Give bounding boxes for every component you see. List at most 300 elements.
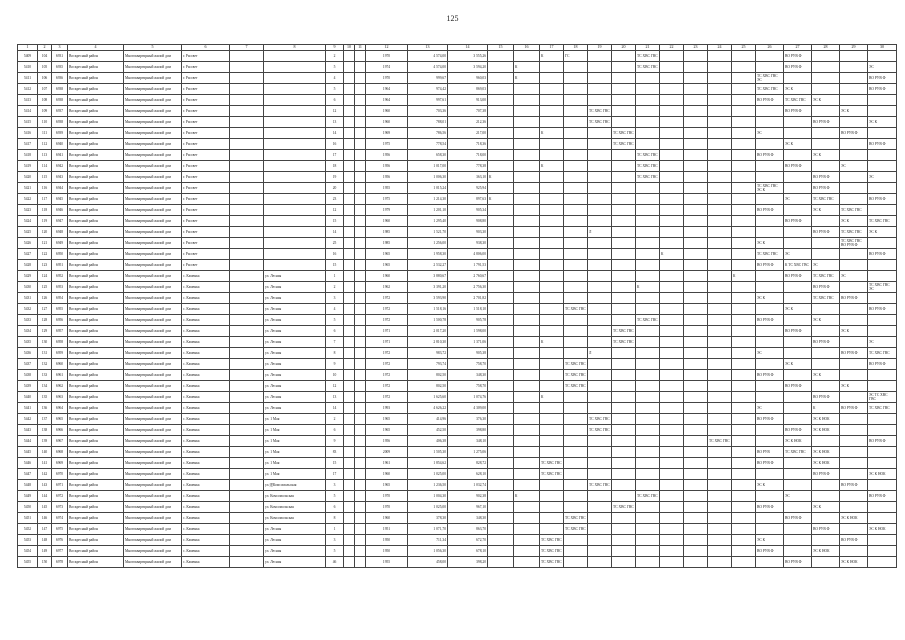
- column-number-30: 30: [868, 45, 897, 51]
- cell-col-14: 2 701,82: [448, 293, 488, 304]
- cell-col-5: Многоквартирный жилой дом: [124, 183, 182, 194]
- table-row: [18, 304, 897, 315]
- cell-col-1: 5438: [18, 370, 38, 381]
- cell-col-9: 16: [326, 139, 344, 150]
- cell-col-23: [684, 414, 708, 425]
- cell-col-15: [488, 359, 514, 370]
- cell-col-21: [636, 183, 660, 194]
- cell-col-19: [588, 172, 612, 183]
- cell-col-24: [708, 117, 732, 128]
- cell-col-12: 1956: [366, 161, 408, 172]
- cell-col-24: [708, 304, 732, 315]
- cell-col-22: [660, 370, 684, 381]
- cell-col-28: [812, 381, 840, 392]
- cell-col-28: ВО РУВ Ф: [812, 117, 840, 128]
- cell-col-15: [488, 150, 514, 161]
- cell-col-10: [344, 194, 355, 205]
- cell-col-24: [708, 480, 732, 491]
- cell-col-13: 703,36: [408, 106, 448, 117]
- cell-col-4: Воскресный район: [68, 172, 124, 183]
- cell-col-11: [355, 370, 366, 381]
- cell-col-5: Многоквартирный жилой дом: [124, 293, 182, 304]
- cell-col-15: [488, 403, 514, 414]
- cell-col-3: 6935: [52, 62, 68, 73]
- cell-col-4: Воскресный район: [68, 458, 124, 469]
- cell-col-13: 2 532,27: [408, 260, 448, 271]
- cell-col-7: [230, 414, 264, 425]
- column-number-20: 20: [612, 45, 636, 51]
- cell-col-10: [344, 524, 355, 535]
- cell-col-15: [488, 436, 514, 447]
- cell-col-21: [636, 458, 660, 469]
- cell-col-10: [344, 436, 355, 447]
- cell-col-18: [564, 535, 588, 546]
- cell-col-15: [488, 502, 514, 513]
- cell-col-14: 3 555,26: [448, 51, 488, 62]
- cell-col-9: 6: [326, 425, 344, 436]
- cell-col-9: 16: [326, 249, 344, 260]
- cell-col-11: [355, 282, 366, 293]
- cell-col-9: 19: [326, 172, 344, 183]
- cell-col-21: ТС ХВС ГВС: [636, 161, 660, 172]
- cell-col-4: Воскресный район: [68, 73, 124, 84]
- cell-col-7: [230, 458, 264, 469]
- column-number-19: 19: [588, 45, 612, 51]
- cell-col-27: [784, 73, 812, 84]
- cell-col-22: [660, 502, 684, 513]
- cell-col-16: [514, 447, 540, 458]
- cell-col-28: ВО РУВ Ф: [812, 183, 840, 194]
- cell-col-22: [660, 172, 684, 183]
- cell-col-29: ТС ХВС ГВС: [840, 205, 868, 216]
- cell-col-13: 793,74: [408, 359, 448, 370]
- cell-col-19: [588, 84, 612, 95]
- cell-col-8: [264, 205, 326, 216]
- table-row: [18, 73, 897, 84]
- cell-col-27: ТС ХВС ГВС: [784, 95, 812, 106]
- cell-col-19: [588, 447, 612, 458]
- cell-col-28: К: [812, 403, 840, 414]
- cell-col-30: ТС ХВС ГВС: [868, 216, 897, 227]
- cell-col-7: [230, 117, 264, 128]
- cell-col-25: [732, 249, 756, 260]
- cell-col-14: 903,30: [448, 227, 488, 238]
- cell-col-2: 126: [38, 293, 52, 304]
- cell-col-24: [708, 502, 732, 513]
- cell-col-26: [756, 436, 784, 447]
- cell-col-25: [732, 172, 756, 183]
- cell-col-3: 6964: [52, 403, 68, 414]
- cell-col-9: 15: [326, 216, 344, 227]
- cell-col-21: [636, 326, 660, 337]
- cell-col-22: [660, 557, 684, 568]
- cell-col-3: 6977: [52, 546, 68, 557]
- cell-col-6: с. Каменка: [182, 557, 230, 568]
- cell-col-26: ЭС К: [756, 535, 784, 546]
- cell-col-26: ВО РУВ Ф: [756, 458, 784, 469]
- cell-col-7: [230, 315, 264, 326]
- cell-col-21: [636, 139, 660, 150]
- cell-col-5: Многоквартирный жилой дом: [124, 161, 182, 172]
- cell-col-21: [636, 128, 660, 139]
- cell-col-18: [564, 546, 588, 557]
- cell-col-20: [612, 524, 636, 535]
- cell-col-26: ТС ХВС ГВС ЭС К: [756, 183, 784, 194]
- cell-col-24: [708, 381, 732, 392]
- cell-col-3: 6966: [52, 425, 68, 436]
- cell-col-27: [784, 469, 812, 480]
- cell-col-3: 6941: [52, 150, 68, 161]
- cell-col-20: [612, 513, 636, 524]
- cell-col-8: [264, 117, 326, 128]
- cell-col-9: 12: [326, 381, 344, 392]
- cell-col-18: [564, 150, 588, 161]
- cell-col-17: [540, 403, 564, 414]
- cell-col-6: г. Рассвет: [182, 161, 230, 172]
- cell-col-2: 118: [38, 205, 52, 216]
- cell-col-9: 2: [326, 282, 344, 293]
- cell-col-26: [756, 194, 784, 205]
- cell-col-25: [732, 227, 756, 238]
- cell-col-16: [514, 128, 540, 139]
- cell-col-30: [868, 535, 897, 546]
- cell-col-23: [684, 436, 708, 447]
- cell-col-21: [636, 469, 660, 480]
- cell-col-25: [732, 513, 756, 524]
- table-row: [18, 348, 897, 359]
- cell-col-1: 5426: [18, 238, 38, 249]
- cell-col-26: ЭС: [756, 128, 784, 139]
- table-row: [18, 513, 897, 524]
- table-row: [18, 293, 897, 304]
- cell-col-8: [264, 51, 326, 62]
- cell-col-6: с. Каменка: [182, 293, 230, 304]
- cell-col-11: [355, 414, 366, 425]
- cell-col-12: 1960: [366, 106, 408, 117]
- cell-col-16: К: [514, 491, 540, 502]
- cell-col-16: К: [514, 73, 540, 84]
- cell-col-23: [684, 249, 708, 260]
- cell-col-23: [684, 216, 708, 227]
- cell-col-3: 6942: [52, 161, 68, 172]
- cell-col-30: ВО РУВ Ф: [868, 304, 897, 315]
- cell-col-21: [636, 293, 660, 304]
- cell-col-6: с. Каменка: [182, 414, 230, 425]
- cell-col-7: [230, 524, 264, 535]
- table-row: [18, 480, 897, 491]
- cell-col-20: [612, 95, 636, 106]
- cell-col-8: ул. Лесная: [264, 546, 326, 557]
- table-row: [18, 128, 897, 139]
- cell-col-11: [355, 359, 366, 370]
- cell-col-24: [708, 161, 732, 172]
- cell-col-3: 6931: [52, 51, 68, 62]
- cell-col-26: [756, 51, 784, 62]
- cell-col-16: [514, 227, 540, 238]
- cell-col-18: [564, 315, 588, 326]
- cell-col-17: [540, 238, 564, 249]
- cell-col-5: Многоквартирный жилой дом: [124, 381, 182, 392]
- cell-col-5: Многоквартирный жилой дом: [124, 128, 182, 139]
- cell-col-24: [708, 183, 732, 194]
- cell-col-5: Многоквартирный жилой дом: [124, 348, 182, 359]
- cell-col-7: [230, 62, 264, 73]
- cell-col-25: [732, 216, 756, 227]
- cell-col-18: [564, 117, 588, 128]
- cell-col-17: [540, 95, 564, 106]
- cell-col-10: [344, 469, 355, 480]
- cell-col-6: с. Каменка: [182, 403, 230, 414]
- cell-col-4: Воскресный район: [68, 491, 124, 502]
- cell-col-28: ЭС К: [812, 205, 840, 216]
- cell-col-4: Воскресный район: [68, 106, 124, 117]
- cell-col-25: [732, 106, 756, 117]
- cell-col-7: [230, 348, 264, 359]
- cell-col-26: ВО РУВ Ф: [756, 315, 784, 326]
- cell-col-10: [344, 425, 355, 436]
- cell-col-9: 5: [326, 546, 344, 557]
- cell-col-18: [564, 106, 588, 117]
- cell-col-29: [840, 436, 868, 447]
- cell-col-24: [708, 557, 732, 568]
- column-number-29: 29: [840, 45, 868, 51]
- cell-col-24: [708, 73, 732, 84]
- cell-col-5: Многоквартирный жилой дом: [124, 403, 182, 414]
- cell-col-2: 130: [38, 337, 52, 348]
- cell-col-12: 1964: [366, 84, 408, 95]
- cell-col-15: [488, 271, 514, 282]
- cell-col-29: [840, 150, 868, 161]
- cell-col-27: ЭС: [784, 194, 812, 205]
- cell-col-1: 5413: [18, 95, 38, 106]
- cell-col-17: ТС ХВС ГВС: [540, 546, 564, 557]
- cell-col-9: 18: [326, 161, 344, 172]
- cell-col-3: 6973: [52, 502, 68, 513]
- cell-col-12: 1979: [366, 205, 408, 216]
- cell-col-10: [344, 139, 355, 150]
- cell-col-16: [514, 260, 540, 271]
- cell-col-28: ТС ХВС ГВС: [812, 271, 840, 282]
- cell-col-12: 1972: [366, 359, 408, 370]
- cell-col-21: [636, 216, 660, 227]
- cell-col-27: ВО РУВ Ф: [784, 326, 812, 337]
- cell-col-7: [230, 359, 264, 370]
- cell-col-16: [514, 216, 540, 227]
- cell-col-9: 13: [326, 117, 344, 128]
- cell-col-5: Многоквартирный жилой дом: [124, 227, 182, 238]
- cell-col-18: [564, 238, 588, 249]
- cell-col-14: 863,70: [448, 524, 488, 535]
- cell-col-28: [812, 128, 840, 139]
- cell-col-7: [230, 249, 264, 260]
- cell-col-27: [784, 150, 812, 161]
- cell-col-6: с. Каменка: [182, 535, 230, 546]
- cell-col-19: Л: [588, 227, 612, 238]
- cell-col-9: 2: [326, 414, 344, 425]
- cell-col-3: 6944: [52, 183, 68, 194]
- cell-col-10: [344, 238, 355, 249]
- cell-col-28: ВО РУВ Ф: [812, 392, 840, 403]
- cell-col-17: [540, 249, 564, 260]
- cell-col-1: 5442: [18, 414, 38, 425]
- cell-col-6: г. Рассвет: [182, 227, 230, 238]
- cell-col-14: 897,63: [448, 194, 488, 205]
- cell-col-18: [564, 139, 588, 150]
- cell-col-22: [660, 480, 684, 491]
- table-row: [18, 557, 897, 568]
- cell-col-27: [784, 205, 812, 216]
- cell-col-6: г. Рассвет: [182, 194, 230, 205]
- cell-col-28: ЭС К: [812, 95, 840, 106]
- cell-col-15: [488, 227, 514, 238]
- cell-col-27: ВО РУВ Ф: [784, 381, 812, 392]
- cell-col-11: [355, 161, 366, 172]
- cell-col-26: [756, 139, 784, 150]
- table-row: [18, 205, 897, 216]
- cell-col-5: Многоквартирный жилой дом: [124, 205, 182, 216]
- cell-col-26: ТС ХВС ГВС: [756, 249, 784, 260]
- cell-col-30: ЭС К НОК: [868, 469, 897, 480]
- cell-col-16: [514, 139, 540, 150]
- cell-col-16: [514, 403, 540, 414]
- cell-col-29: [840, 491, 868, 502]
- cell-col-11: [355, 205, 366, 216]
- cell-col-3: 6955: [52, 304, 68, 315]
- cell-col-17: К: [540, 337, 564, 348]
- cell-col-8: [264, 139, 326, 150]
- cell-col-22: [660, 337, 684, 348]
- cell-col-15: [488, 84, 514, 95]
- cell-col-21: [636, 304, 660, 315]
- cell-col-17: [540, 502, 564, 513]
- table-row: [18, 216, 897, 227]
- column-number-7: 7: [230, 45, 264, 51]
- cell-col-28: [812, 359, 840, 370]
- cell-col-6: с. Каменка: [182, 502, 230, 513]
- cell-col-9: 20: [326, 183, 344, 194]
- cell-col-24: [708, 524, 732, 535]
- table-row: [18, 524, 897, 535]
- cell-col-28: [812, 348, 840, 359]
- cell-col-9: 6: [326, 326, 344, 337]
- cell-col-4: Воскресный район: [68, 447, 124, 458]
- cell-col-27: [784, 403, 812, 414]
- cell-col-26: [756, 271, 784, 282]
- cell-col-26: [756, 326, 784, 337]
- cell-col-1: 5432: [18, 304, 38, 315]
- cell-col-8: [264, 238, 326, 249]
- cell-col-19: [588, 238, 612, 249]
- cell-col-19: [588, 194, 612, 205]
- cell-col-19: Л: [588, 348, 612, 359]
- cell-col-8: ул. Комсомольская: [264, 491, 326, 502]
- cell-col-19: [588, 370, 612, 381]
- cell-col-28: ВО РУВ Ф: [812, 337, 840, 348]
- cell-col-24: [708, 535, 732, 546]
- cell-col-16: [514, 249, 540, 260]
- cell-col-30: [868, 557, 897, 568]
- cell-col-26: ВО РУВ Ф: [756, 205, 784, 216]
- cell-col-22: [660, 513, 684, 524]
- cell-col-10: [344, 205, 355, 216]
- cell-col-20: [612, 480, 636, 491]
- cell-col-27: ТС ХВС ГВС: [784, 447, 812, 458]
- cell-col-25: [732, 304, 756, 315]
- cell-col-16: [514, 392, 540, 403]
- cell-col-3: 6947: [52, 216, 68, 227]
- cell-col-23: [684, 84, 708, 95]
- cell-col-24: [708, 513, 732, 524]
- cell-col-1: 5454: [18, 546, 38, 557]
- cell-col-10: [344, 62, 355, 73]
- cell-col-2: 117: [38, 194, 52, 205]
- cell-col-14: 908,80: [448, 216, 488, 227]
- cell-col-5: Многоквартирный жилой дом: [124, 73, 182, 84]
- cell-col-27: [784, 183, 812, 194]
- cell-col-2: 139: [38, 436, 52, 447]
- cell-col-25: [732, 315, 756, 326]
- cell-col-15: [488, 480, 514, 491]
- cell-col-27: ВО РУВ Ф: [784, 106, 812, 117]
- cell-col-2: 112: [38, 139, 52, 150]
- cell-col-16: [514, 458, 540, 469]
- cell-col-11: [355, 139, 366, 150]
- cell-col-25: [732, 491, 756, 502]
- cell-col-6: с. Каменка: [182, 370, 230, 381]
- cell-col-25: [732, 62, 756, 73]
- cell-col-25: [732, 524, 756, 535]
- cell-col-17: [540, 227, 564, 238]
- cell-col-17: ТС ХВС ГВС: [540, 557, 564, 568]
- cell-col-15: [488, 117, 514, 128]
- cell-col-15: К: [488, 172, 514, 183]
- cell-col-11: [355, 249, 366, 260]
- cell-col-13: 2 810,30: [408, 337, 448, 348]
- cell-col-22: [660, 414, 684, 425]
- cell-col-19: [588, 73, 612, 84]
- cell-col-30: [868, 150, 897, 161]
- cell-col-30: ВО РУВ Ф: [868, 84, 897, 95]
- cell-col-6: с. Каменка: [182, 491, 230, 502]
- cell-col-4: Воскресный район: [68, 315, 124, 326]
- cell-col-13: 3 593,90: [408, 293, 448, 304]
- cell-col-22: [660, 436, 684, 447]
- cell-col-10: [344, 447, 355, 458]
- cell-col-19: ТС ХВС ГВС: [588, 425, 612, 436]
- cell-col-19: ТС ХВС ГВС: [588, 106, 612, 117]
- cell-col-30: [868, 458, 897, 469]
- cell-col-15: [488, 348, 514, 359]
- cell-col-25: [732, 359, 756, 370]
- cell-col-28: [812, 557, 840, 568]
- cell-col-15: [488, 414, 514, 425]
- cell-col-14: 967,10: [448, 502, 488, 513]
- cell-col-22: [660, 282, 684, 293]
- cell-col-15: [488, 381, 514, 392]
- cell-col-24: [708, 326, 732, 337]
- cell-col-25: [732, 51, 756, 62]
- cell-col-7: [230, 480, 264, 491]
- cell-col-24: [708, 51, 732, 62]
- cell-col-10: [344, 546, 355, 557]
- cell-col-13: 1 006,30: [408, 172, 448, 183]
- cell-col-8: [264, 62, 326, 73]
- cell-col-21: ТС ХВС ГВС: [636, 150, 660, 161]
- cell-col-13: 1 201,10: [408, 205, 448, 216]
- cell-col-25: [732, 458, 756, 469]
- cell-col-11: [355, 216, 366, 227]
- cell-col-4: Воскресный район: [68, 403, 124, 414]
